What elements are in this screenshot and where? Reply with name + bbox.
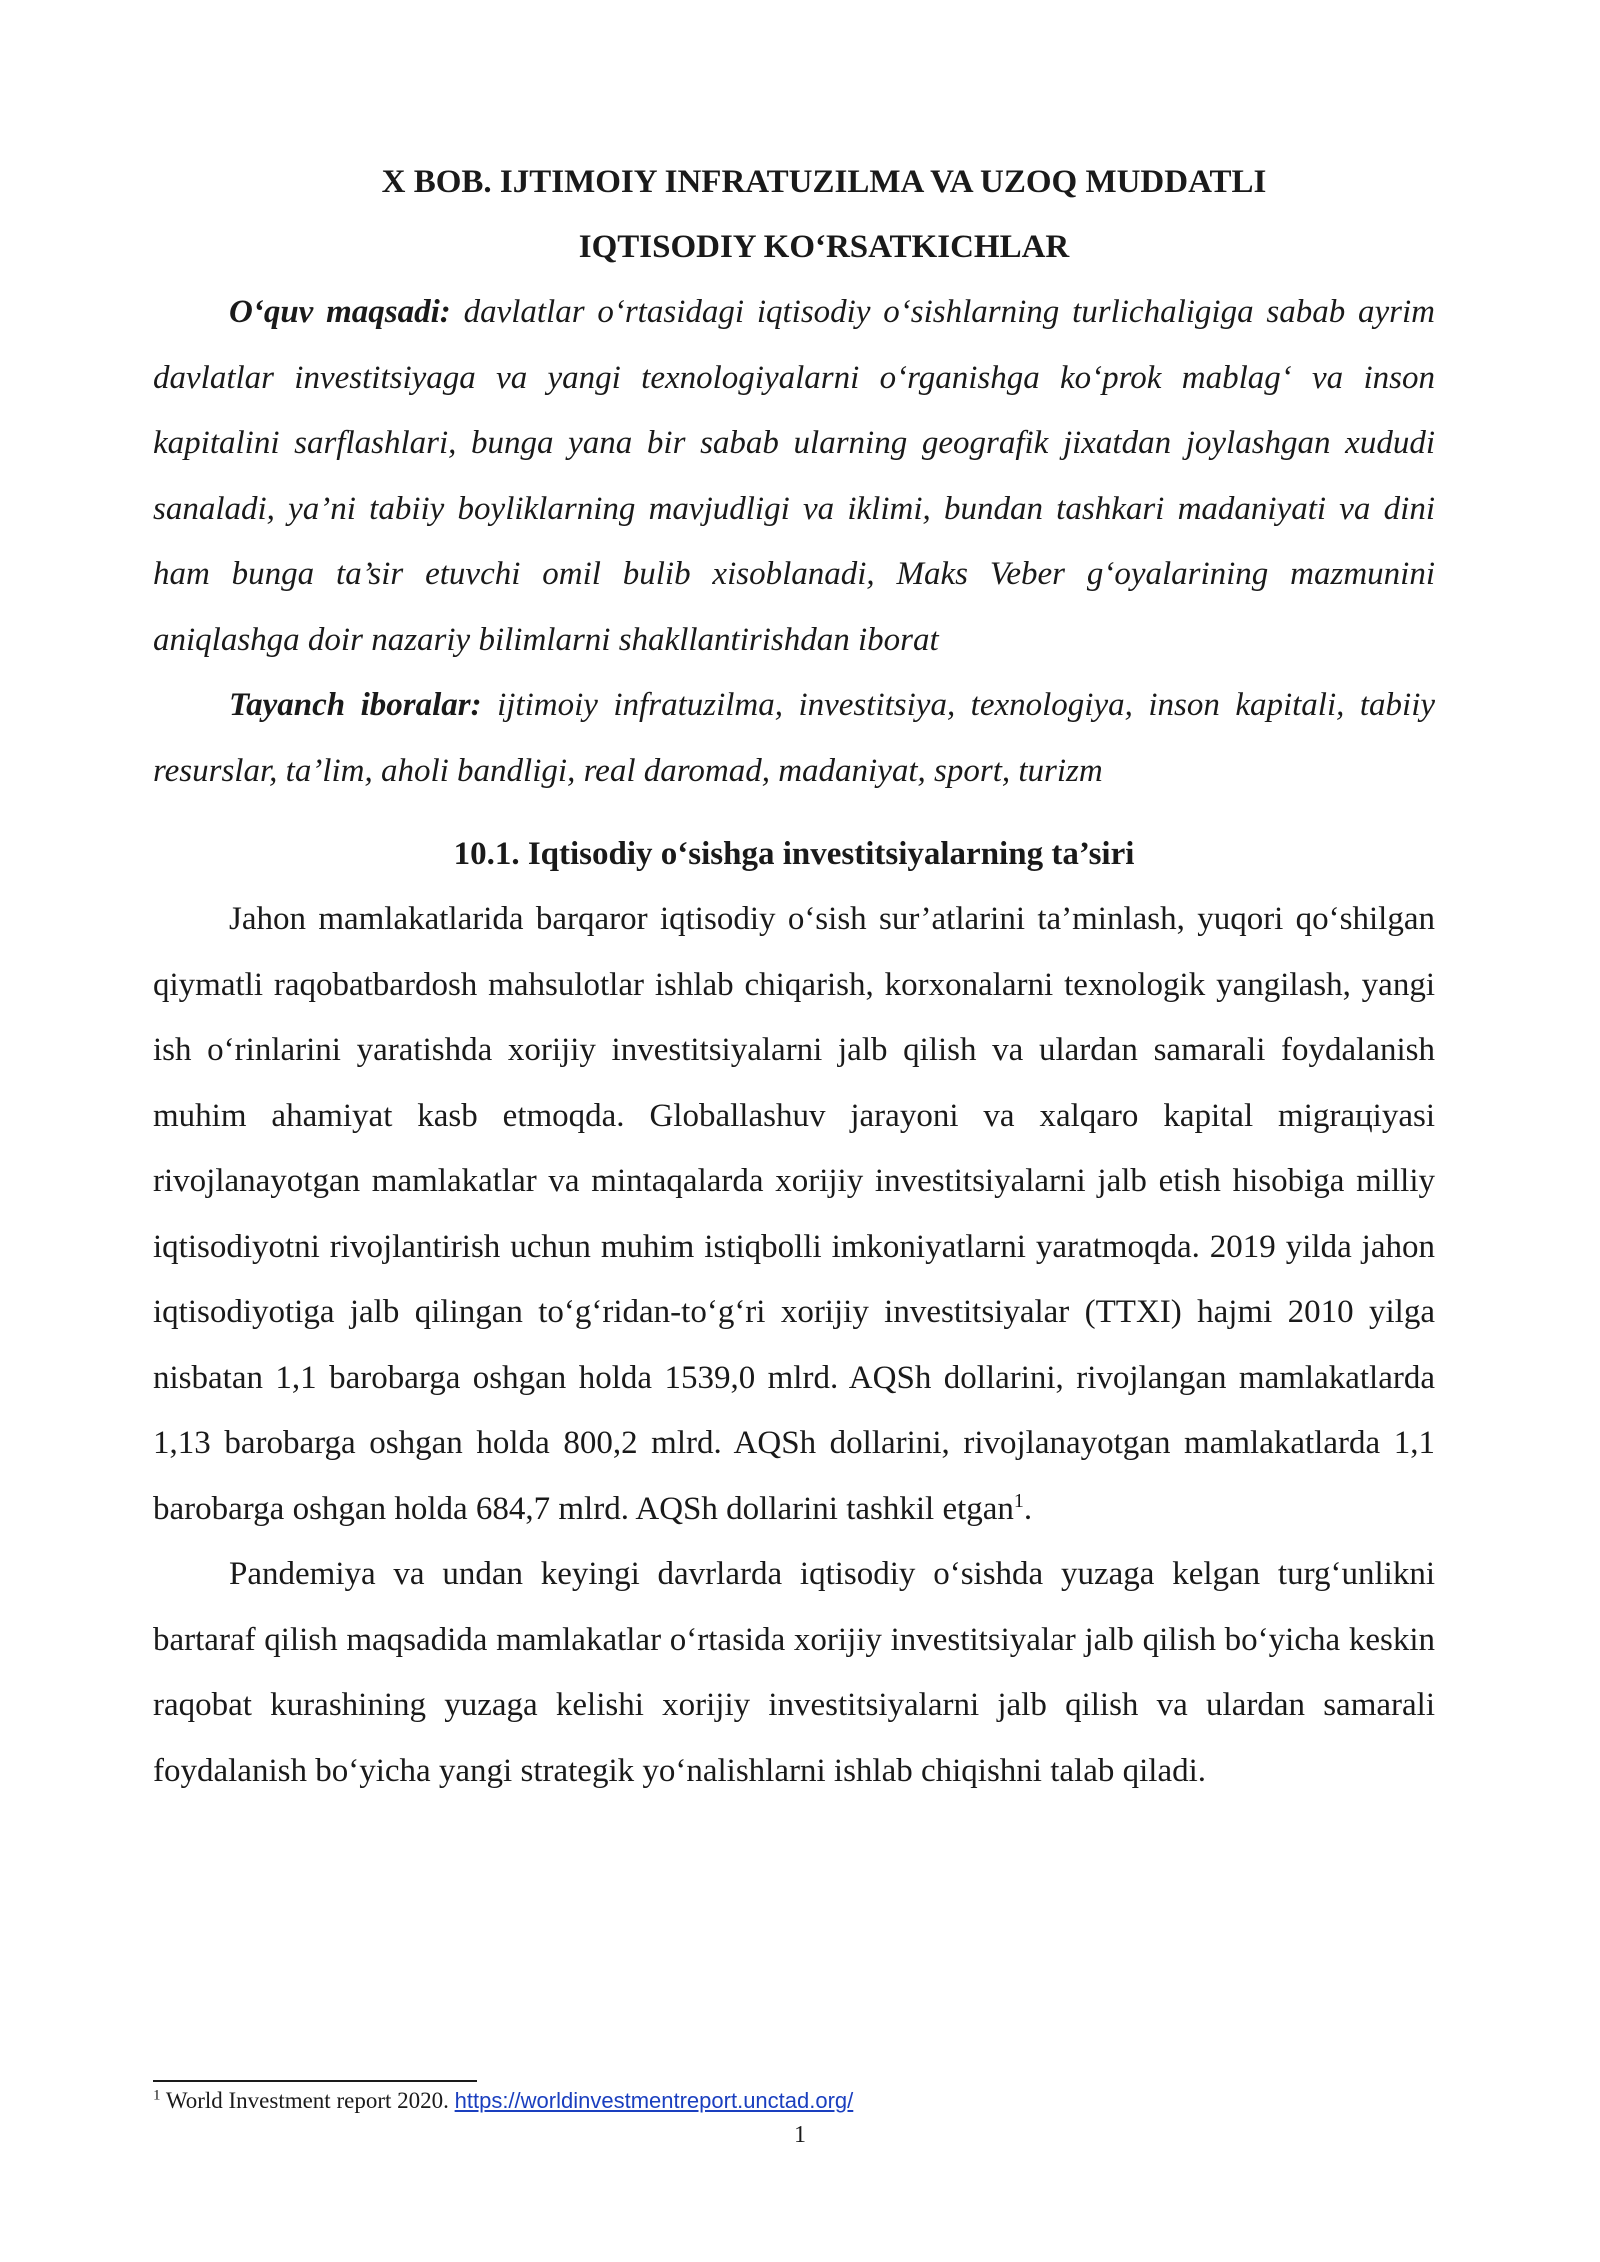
body-paragraph-1-end: . <box>1023 1490 1033 1527</box>
footnote-text: World Investment report 2020. <box>160 2088 455 2113</box>
body-paragraph-1-text: Jahon mamlakatlarida barqaror iqtisodiy o‘sish sur’atlarini ta’minlash, yuqori qo‘shilgan qiymatli raqobatbardosh mahsulotlar ishlab chiqarish, korxonalarni texnologik yangilash, yangi ish o‘rinlarini yaratishda xorijiy investitsiyalarni jalb qilish va ulardan samarali foydalanish muhim ahamiyat kasb etmoqda. Globallashuv jarayoni va xalqaro kapital migraцiyasi rivojlanayotgan mamlakatlar va mintaqalarda xorijiy investitsiyalarni jalb etish hisobiga milliy iqtisodiyotni rivojlantirish uchun muhim istiqbolli imkoniyatlarni yaratmoqda. 2019 yilda jahon iqtisodiyotiga jalb qilingan to‘g‘ridan-to‘g‘ri xorijiy investitsiyalar (TTXI) hajmi 2010 yilga nisbatan 1,1 barobarga oshgan holda 1539,0 mlrd. AQSh dollarini, rivojlangan mamlakatlarda 1,13 barobarga oshgan holda 800,2 mlrd. AQSh dollarini, rivojlanayotgan mamlakatlarda 1,1 barobarga oshgan holda 684,7 mlrd. AQSh dollarini tashkil etgan <box>153 901 1435 1527</box>
page-body <box>153 150 1435 1804</box>
footnote <box>153 2086 853 2116</box>
chapter-title-line2: IQTISODIY KO‘RSATKICHLAR <box>578 229 1070 265</box>
page-number: 1 <box>794 2122 806 2148</box>
section-title: 10.1. Iqtisodiy o‘sishga investitsiyalarning ta’siri <box>453 836 1135 872</box>
spacer <box>153 804 1435 814</box>
footnote-reference[interactable]: 1 <box>1013 1489 1024 1512</box>
learning-goal-text: davlatlar o‘rtasidagi iqtisodiy o‘sishlarning turlichaligiga sabab ayrim davlatlar investitsiyaga va yangi texnologiyalarni o‘rganishga ko‘prok mablag‘ va inson kapitalini sarflashlari, bunga yana bir sabab ularning geografik jixatdan joylashgan xududi sanaladi, ya’ni tabiiy boyliklarning mavjudligi va iklimi, bundan tashkari madaniyati va dini ham bunga ta’sir etuvchi omil bulib xisoblanadi, Maks Veber g‘oyalarining mazmunini aniqlashga doir nazariy bilimlarni shakllantirishdan iborat <box>153 294 1435 658</box>
body-paragraph-1 <box>153 887 1435 1542</box>
body-paragraph-2: Pandemiya va undan keyingi davrlarda iqtisodiy o‘sishda yuzaga kelgan turg‘unlikni bartaraf qilish maqsadida mamlakatlar o‘rtasida xorijiy investitsiyalar jalb qilish bo‘yicha keskin raqobat kurashining yuzaga kelishi xorijiy investitsiyalarni jalb qilish va ulardan samarali foydalanish bo‘yicha yangi strategik yo‘nalishlarni ishlab chiqishni talab qiladi. <box>153 1556 1435 1789</box>
keywords-text: ijtimoiy infratuzilma, investitsiya, texnologiya, inson kapitali, tabiiy resurslar, ta’lim, aholi bandligi, real daromad, madaniyat, sport, turizm <box>153 687 1436 789</box>
footnote-mark: 1 <box>153 2087 161 2104</box>
footnote-link[interactable]: https://worldinvestmentreport.unctad.org/ <box>454 2088 854 2113</box>
keywords-label: Tayanch iboralar: <box>229 687 482 723</box>
keywords-paragraph <box>153 673 1435 804</box>
footnote-separator <box>153 2080 477 2082</box>
learning-goal-label: O‘quv maqsadi: <box>229 294 451 330</box>
chapter-title <box>153 150 1435 280</box>
chapter-title-line1: X BOB. IJTIMOIY INFRATUZILMA VA UZOQ MUDDATLI <box>381 164 1267 200</box>
learning-goal-paragraph <box>153 280 1435 673</box>
